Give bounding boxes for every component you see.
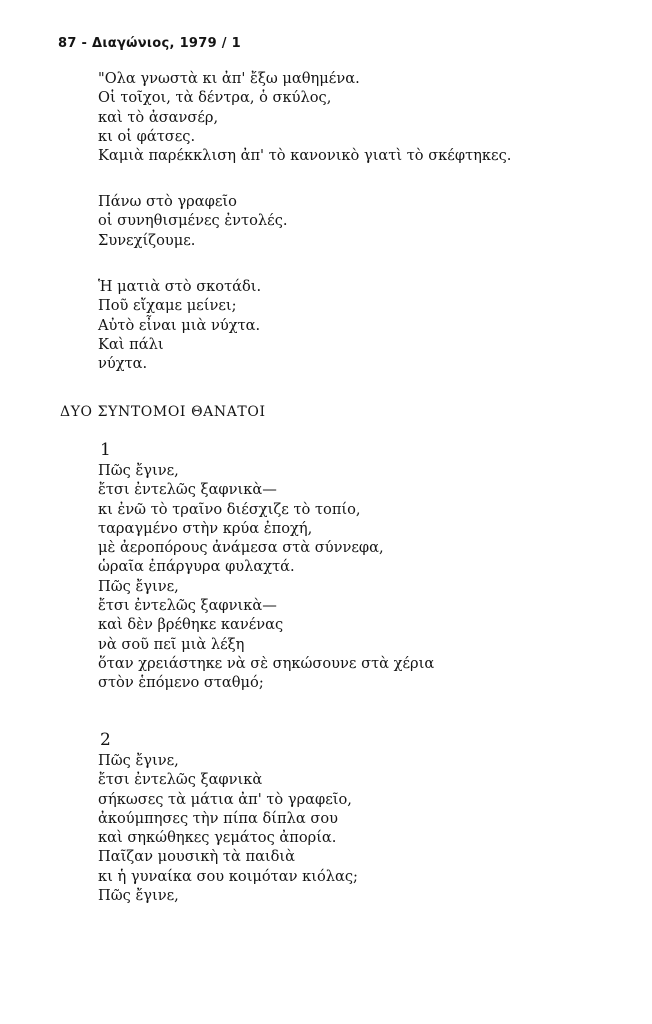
poem-line: Ἡ ματιὰ στὸ σκοτάδι. [98,278,262,295]
poem-line: Καὶ πάλι [98,335,164,353]
poem-line: κι ἐνῶ τὸ τραῖνο διέσχιζε τὸ τοπίο, [98,500,361,518]
section-number: 1 [100,440,111,460]
poem-line: Καμιὰ παρέκκλιση ἀπ' τὸ κανονικὸ γιατὶ τὸ σκέφτηκες. [98,147,512,165]
poem-line: Πῶς ἔγινε, [98,887,179,905]
poem-line: καὶ δὲν βρέθηκε κανένας [98,616,284,634]
poem-line: ὅταν χρειάστηκε νὰ σὲ σηκώσουνε στὰ χέρια [98,654,435,672]
poem1-stanza3 [98,277,261,373]
poem-line: Οἱ τοῖχοι, τὰ δέντρα, ὁ σκύλος, [98,89,332,107]
poem-line: καὶ σηκώθηκες γεμάτος ἀπορία. [98,829,337,847]
poem-line: "Ολα γνωστὰ κι ἀπ' ἔξω μαθημένα. [98,70,360,87]
poem2-part2 [98,751,358,905]
poem-line: Πῶς ἔγινε, [98,577,179,595]
poem1-stanza1 [98,69,511,165]
poem-line: Ποῦ εἴχαμε μείνει; [98,297,237,315]
poem-line: κι ἡ γυναίκα σου κοιμόταν κιόλας; [98,867,358,885]
poem-line: μὲ ἀεροπόρους ἀνάμεσα στὰ σύννεφα, [98,539,384,557]
poem-line: σήκωσες τὰ μάτια ἀπ' τὸ γραφεῖο, [98,790,352,808]
poem-line: ταραγμένο στὴν κρύα ἐποχή, [98,519,313,537]
poem-line: νὰ σοῦ πεῖ μιὰ λέξη [98,635,245,653]
poem-line: ὡραῖα ἐπάργυρα φυλαχτά. [98,558,295,576]
poem-line: ἔτσι ἐντελῶς ξαφνικὰ— [98,597,277,615]
poem-line: οἱ συνηθισμένες ἐντολές. [98,212,288,230]
page-header: 87 - Διαγώνιος, 1979 / 1 [58,36,241,51]
poem-line: ἀκούμπησες τὴν πίπα δίπλα σου [98,809,338,827]
section-number: 2 [100,730,111,750]
poem-line: ἔτσι ἐντελῶς ξαφνικὰ— [98,481,277,499]
poem-line: καὶ τὸ ἀσανσέρ, [98,108,219,126]
poem-line: ἔτσι ἐντελῶς ξαφνικὰ [98,771,263,789]
poem-title: ΔΥΟ ΣΥΝΤΟΜΟΙ ΘΑΝΑΤΟΙ [60,404,266,420]
poem1-stanza2 [98,192,288,250]
poem-line: Παῖζαν μουσικὴ τὰ παιδιὰ [98,848,296,866]
poem-line: Πῶς ἔγινε, [98,752,179,769]
poem-line: Συνεχίζουμε. [98,231,196,249]
poem2-part1 [98,461,434,693]
poem-line: Πάνω στὸ γραφεῖο [98,193,237,210]
poem-line: Πῶς ἔγινε, [98,462,179,479]
poem-line: στὸν ἑπόμενο σταθμό; [98,674,264,692]
poem-line: κι οἱ φάτσες. [98,127,196,145]
poem-line: νύχτα. [98,355,148,373]
poem-line: Αὐτὸ εἶναι μιὰ νύχτα. [98,316,261,334]
